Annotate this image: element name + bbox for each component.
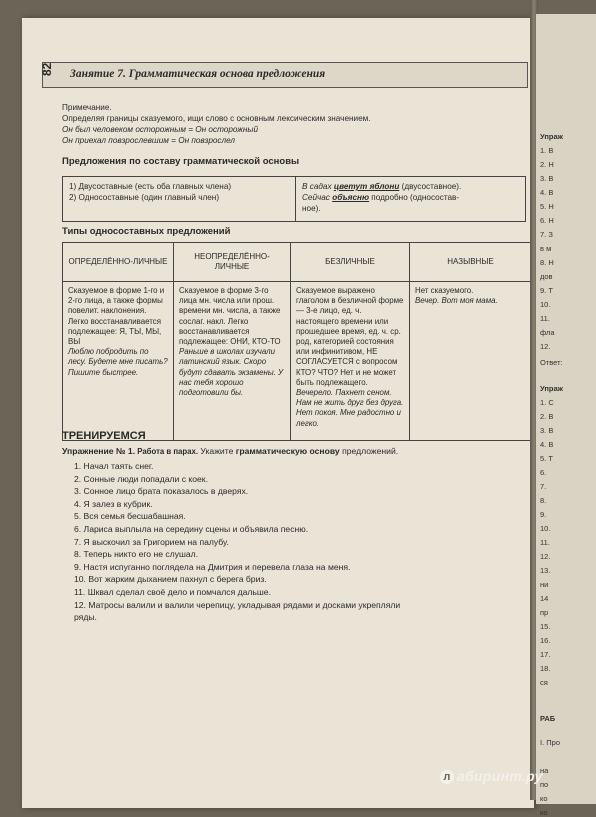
right-page-line: 6.	[540, 468, 547, 477]
right-page-line: 7.	[540, 482, 547, 491]
types-cell-2-example: Раньше в школах изучали латинский язык. Скоро будут сдавать экзамены. У нас тебя хорошо подготовили бы.	[179, 347, 284, 398]
exercise-heading: Упражнение № 1. Работа в парах. Укажите грамматическую основу предложений.	[62, 446, 399, 456]
right-page-line: 12.	[540, 342, 551, 351]
note-example-1: Он был человеком осторожным = Он осторожный	[62, 125, 258, 134]
exercise-item: 1. Начал таять снег.	[74, 461, 154, 471]
watermark-logo: л абиринт.ру	[440, 768, 543, 784]
right-page-line: 3. В	[540, 174, 554, 183]
lesson-title: Занятие 7. Грамматическая основа предложения	[70, 68, 326, 80]
right-page-line: Ответ:	[540, 358, 563, 367]
types-col-header-4: НАЗЫВНЫЕ	[410, 243, 532, 282]
composition-table	[62, 176, 526, 222]
right-page-line: 9. Т	[540, 286, 553, 295]
right-page-line: ся	[540, 678, 548, 687]
exercise-item: ряды.	[74, 612, 97, 623]
right-page-line: ко	[540, 808, 548, 817]
exercise-item: 5. Вся семья бесшабашная.	[74, 511, 186, 522]
types-cell-2	[174, 282, 291, 441]
right-page-line: на	[540, 766, 549, 775]
right-page-line: 5. Н	[540, 202, 554, 211]
training-heading: ТРЕНИРУЕМСЯ	[62, 430, 146, 442]
exercise-item: 9. Настя испуганно поглядела на Дмитрия и перевела глаза на меня.	[74, 561, 351, 572]
right-page-line: Упраж	[540, 384, 563, 393]
exercise-item: 10. Вот жарким дыханием пахнул с берега бриз.	[74, 574, 267, 585]
right-page-line: 11.	[540, 314, 550, 323]
types-cell-4-rule: Нет сказуемого.	[415, 286, 474, 295]
note-example-2: Он приехал повзрослевшим = Он повзрослел	[62, 136, 236, 145]
types-cell-1	[63, 282, 174, 441]
right-page-line: 1. С	[540, 398, 554, 407]
types-col-header-3: БЕЗЛИЧНЫЕ	[291, 243, 410, 282]
types-cell-3-rule: Сказуемое выражено глаголом в безличной форме — 3-е лицо, ед. ч. настоящего времени или прошедшее время, ед. ч. ср. род, категорией состояния или инфинитивом, НЕ СОГЛАСУЕТСЯ с вопросом КТО? ЧТО? Нет и не может быть подлежащего.	[296, 286, 404, 387]
composition-examples	[296, 177, 525, 221]
right-page-line: 14	[540, 594, 549, 603]
types-cell-2-rule: Сказуемое в форме 3-го лица мн. числа или прош. времени мн. числа, а также сослаг. накл. Легко восстанавливается подлежащее: ОНИ, КТО-ТО	[179, 286, 281, 347]
right-page-line: 9.	[540, 510, 547, 519]
right-page-line: 2. Н	[540, 160, 554, 169]
book-page	[22, 18, 534, 808]
right-page-line: 16.	[540, 636, 551, 645]
types-table	[62, 242, 532, 441]
right-page-line: 8.	[540, 496, 547, 505]
right-page-line: 3. В	[540, 426, 554, 435]
types-cell-4-example: Вечер. Вот моя мама.	[415, 296, 498, 306]
exercise-item: 2. Сонные люди попадали с коек.	[74, 473, 208, 484]
exercise-item: 8. Теперь никто его не слушал.	[74, 549, 199, 560]
note-label: Примечание.	[62, 103, 112, 112]
exercise-item: 12. Матросы валили и валили черепицу, укладывая рядами и досками укрепляли	[74, 599, 401, 610]
right-page-line: 10.	[540, 524, 551, 533]
types-cell-4	[410, 282, 532, 441]
note-text: Определяя границы сказуемого, ищи слово с основным лексическим значением.	[62, 114, 371, 123]
right-page-line: I. Про	[540, 738, 560, 747]
composition-heading: Предложения по составу грамматической основы	[62, 156, 300, 167]
right-page-line: 4. В	[540, 440, 554, 449]
right-page-line: 10.	[540, 300, 551, 309]
right-page-line: 15.	[540, 622, 551, 631]
right-page-line: в м	[540, 244, 552, 253]
types-heading: Типы односоставных предложений	[62, 226, 231, 237]
exercise-item: 4. Я залез в кубрик.	[74, 498, 153, 509]
exercise-item: 3. Сонное лицо брата показалось в дверях.	[74, 486, 249, 497]
types-col-header-2: НЕОПРЕДЕЛЁННО-ЛИЧНЫЕ	[174, 243, 291, 282]
right-page-line: 7. З	[540, 230, 553, 239]
right-page-line: фла	[540, 328, 555, 337]
right-page-line: 4. В	[540, 188, 554, 197]
right-page-line: по	[540, 780, 549, 789]
exercise-list	[74, 460, 534, 624]
composition-example-2-cont: ное).	[302, 204, 321, 213]
right-page-line: 17.	[540, 650, 551, 659]
exercise-item: 7. Я выскочил за Григорием на палубу.	[74, 536, 229, 547]
composition-example-2: Сейчас объясню подробно (односостав-	[302, 193, 460, 202]
composition-type-1: 1) Двусоставные (есть оба главных члена)	[69, 182, 232, 191]
composition-type-2: 2) Односоставные (один главный член)	[69, 193, 220, 202]
right-page-line: дов	[540, 272, 553, 281]
right-page-line: РАБ	[540, 714, 556, 723]
right-page-line: 18.	[540, 664, 551, 673]
right-page-fragment	[536, 14, 596, 817]
right-page-line: ни	[540, 580, 549, 589]
right-page-line: пр	[540, 608, 549, 617]
labirint-logo-icon: л	[440, 770, 454, 784]
types-cell-1-example: Люблю побродить по лесу. Будете мне писать? Пишите быстрее.	[68, 347, 168, 377]
right-page-line: Упраж	[540, 132, 563, 141]
right-page-line: 2. В	[540, 412, 554, 421]
right-page-line: 12.	[540, 552, 551, 561]
right-page-line: 6. Н	[540, 216, 554, 225]
exercise-item: 11. Шквал сделал своё дело и помчался дальше.	[74, 586, 271, 597]
right-page-line: 13.	[540, 566, 551, 575]
composition-example-1: В садах цветут яблони (двусоставное).	[302, 182, 462, 191]
composition-types	[63, 177, 296, 221]
note-block	[62, 102, 371, 146]
right-page-line: 11.	[540, 538, 550, 547]
right-page-line: ко	[540, 794, 548, 803]
types-cell-1-rule: Сказуемое в форме 1-го и 2-го лица, а также формы повелит. наклонения. Легко восстанавливается подлежащее: Я, ТЫ, МЫ, ВЫ	[68, 286, 165, 347]
types-col-header-1: ОПРЕДЕЛЁННО-ЛИЧНЫЕ	[63, 243, 174, 282]
types-cell-3-example: Вечерело. Пахнет сеном. Нам не жить друг без друга. Нет покоя. Мне радостно и легко.	[296, 388, 404, 428]
right-page-line: 1. В	[540, 146, 554, 155]
exercise-item: 6. Лариса выплыла на середину сцены и объявила песню.	[74, 523, 309, 534]
types-cell-3	[291, 282, 410, 441]
page-number: 82	[40, 62, 54, 76]
right-page-line: 5. Т	[540, 454, 553, 463]
right-page-line: 8. Н	[540, 258, 554, 267]
